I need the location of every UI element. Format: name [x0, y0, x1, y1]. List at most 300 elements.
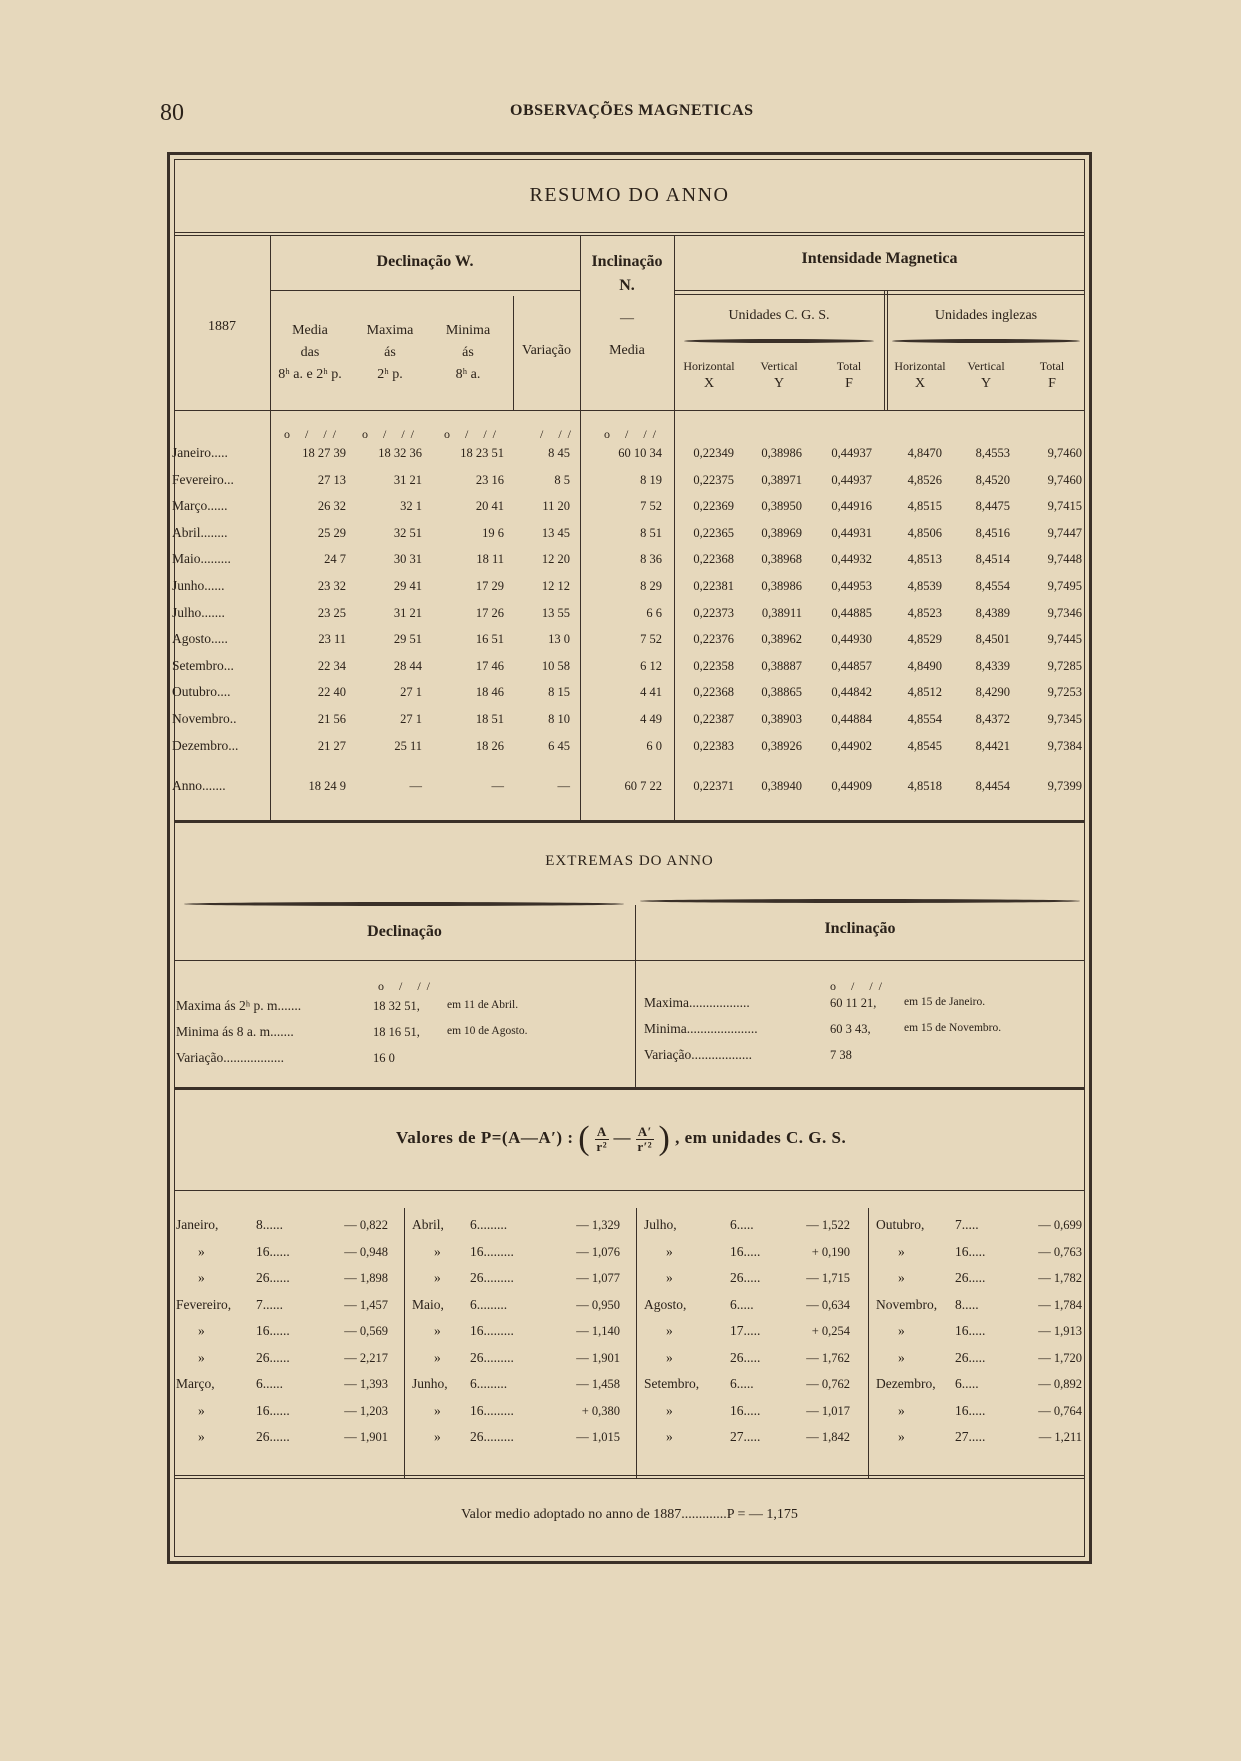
- valores-day: 17.....: [730, 1323, 761, 1338]
- cell-ing-y: 8,4554: [975, 579, 1010, 593]
- valores-date-label: »: [434, 1349, 441, 1365]
- cell-maxima: 31 21: [393, 472, 422, 487]
- valor-medio-footer: Valor medio adoptado no anno de 1887.............P = — 1,175: [461, 1507, 798, 1522]
- extrema-declinacao-label: Variação..................: [176, 1050, 284, 1065]
- valores-date-label: Abril,: [412, 1217, 444, 1232]
- anno-cell-incl: 60 7 22: [624, 779, 662, 793]
- unit-symbols: o / //: [362, 427, 421, 441]
- cell-minima: 18 26: [475, 738, 504, 753]
- cell-cgs-y: 0,38986: [761, 446, 802, 460]
- col-rule: [636, 1208, 637, 1478]
- valores-date-label: Dezembro,: [876, 1376, 936, 1391]
- unit-symbols: o / //: [378, 979, 437, 993]
- valores-date-label: »: [666, 1270, 673, 1285]
- cell-ing-f: 9,7346: [1047, 605, 1082, 620]
- cell-minima: 18 51: [475, 712, 504, 726]
- cell-maxima: 28 44: [393, 658, 422, 673]
- cell-cgs-x: 0,22383: [693, 738, 734, 753]
- valores-value: — 1,211: [1038, 1430, 1082, 1444]
- cell-ing-y: 8,4421: [975, 738, 1010, 753]
- cgs-total-header: Total: [836, 359, 862, 373]
- valores-day: 16.....: [955, 1323, 986, 1338]
- valores-value: — 1,901: [344, 1430, 388, 1444]
- cell-cgs-x: 0,22368: [693, 552, 734, 567]
- valores-value: — 1,782: [1038, 1271, 1082, 1285]
- anno-cell-cgs-f: 0,44909: [831, 779, 872, 793]
- cell-maxima: 25 11: [394, 738, 422, 753]
- cell-minima: 23 16: [475, 472, 504, 487]
- cell-variacao: 13 0: [548, 632, 570, 647]
- valores-date-label: Março,: [176, 1376, 215, 1391]
- rule: [174, 1478, 1085, 1479]
- anno-cell-minima: —: [491, 779, 504, 793]
- cell-media: 24 7: [324, 552, 346, 567]
- cell-cgs-f: 0,44902: [831, 738, 872, 753]
- cgs-header: Unidades C. G. S.: [728, 308, 830, 323]
- brace-rule: [184, 902, 624, 906]
- cell-variacao: 8 10: [548, 712, 570, 726]
- month-label: Novembro..: [172, 711, 237, 726]
- ing-total-header: Total: [1039, 359, 1065, 373]
- valores-day: 16......: [256, 1323, 290, 1338]
- cell-ing-f: 9,7384: [1047, 738, 1082, 753]
- cell-ing-y: 8,4339: [975, 658, 1010, 673]
- cell-cgs-y: 0,38887: [761, 658, 802, 673]
- formula-minus: —: [613, 1127, 631, 1147]
- cell-minima: 16 51: [475, 632, 504, 647]
- running-head: OBSERVAÇÕES MAGNETICAS: [510, 102, 754, 119]
- cell-ing-f: 9,7448: [1047, 552, 1082, 567]
- formula-frac1-num: A: [596, 1123, 607, 1139]
- cell-cgs-x: 0,22373: [693, 605, 734, 620]
- cell-minima: 18 23 51: [460, 446, 504, 460]
- valores-date-label: »: [434, 1270, 441, 1285]
- valores-date-label: »: [666, 1243, 673, 1259]
- cell-cgs-x: 0,22365: [693, 525, 734, 540]
- valores-date-label: »: [198, 1270, 205, 1285]
- col-rule: [404, 1208, 405, 1478]
- valores-day: 6......: [256, 1376, 283, 1391]
- cell-cgs-f: 0,44842: [831, 685, 872, 700]
- month-label: Abril........: [172, 524, 228, 540]
- cell-maxima: 27 1: [400, 685, 422, 700]
- minima-line1: Minima: [445, 323, 491, 338]
- valores-date-label: »: [198, 1243, 205, 1259]
- month-label: Agosto.....: [172, 631, 228, 647]
- extrema-inclinacao-label: Variação..................: [644, 1047, 752, 1062]
- cell-media: 27 13: [317, 472, 346, 487]
- cell-incl: 60 10 34: [618, 446, 662, 460]
- valores-date-label: »: [898, 1402, 905, 1418]
- valores-value: — 0,892: [1038, 1377, 1082, 1391]
- cell-ing-x: 4,8554: [907, 712, 942, 726]
- valores-date-label: »: [898, 1349, 905, 1365]
- cell-cgs-x: 0,22387: [693, 712, 734, 726]
- valores-day: 16.........: [470, 1243, 514, 1259]
- cell-ing-y: 8,4290: [975, 685, 1010, 700]
- cell-cgs-y: 0,38903: [761, 712, 802, 726]
- valores-date-label: Janeiro,: [176, 1217, 219, 1232]
- cell-variacao: 6 45: [548, 738, 570, 753]
- extrema-inclinacao-label: Minima.....................: [644, 1021, 758, 1036]
- anno-cell-media: 18 24 9: [308, 779, 346, 793]
- extrema-inclinacao-value: 60 11 21,: [830, 996, 877, 1010]
- valores-value: — 1,901: [576, 1350, 620, 1365]
- rule: [270, 290, 580, 291]
- cell-ing-f: 9,7447: [1047, 525, 1082, 540]
- anno-cell-ing-f: 9,7399: [1047, 779, 1082, 793]
- minima-line2: ás: [462, 345, 474, 360]
- cell-cgs-y: 0,38962: [761, 632, 802, 647]
- cell-cgs-x: 0,22358: [693, 658, 734, 673]
- cell-minima: 18 46: [475, 685, 504, 700]
- cell-cgs-f: 0,44930: [831, 632, 872, 647]
- valores-day: 26.....: [730, 1270, 761, 1285]
- cell-cgs-x: 0,22349: [693, 446, 734, 460]
- rule: [174, 235, 1085, 236]
- cgs-horizontal-header: Horizontal: [683, 359, 735, 373]
- valores-value: — 0,948: [344, 1244, 388, 1259]
- cell-minima: 17 26: [475, 605, 504, 620]
- cell-ing-x: 4,8526: [907, 472, 942, 487]
- formula-suffix: , em unidades C. G. S.: [675, 1127, 847, 1147]
- unit-symbols: o / //: [604, 427, 663, 441]
- valores-date-label: »: [434, 1243, 441, 1259]
- month-label: Março......: [172, 498, 228, 514]
- year-header: 1887: [208, 319, 236, 334]
- rule: [174, 1190, 1085, 1191]
- valores-day: 16......: [256, 1243, 290, 1259]
- month-label: Outubro....: [172, 684, 231, 700]
- cell-media: 23 25: [317, 605, 346, 620]
- valores-value: — 0,569: [344, 1324, 388, 1338]
- cell-variacao: 13 45: [541, 525, 570, 540]
- month-label: Junho......: [172, 578, 225, 593]
- extrema-declinacao-label: Minima ás 8 a. m.......: [176, 1024, 294, 1039]
- valores-value: — 1,393: [344, 1377, 388, 1391]
- cell-cgs-x: 0,22375: [693, 472, 734, 487]
- cell-cgs-x: 0,22369: [693, 499, 734, 514]
- valores-day: 7.....: [955, 1217, 979, 1232]
- month-label: Maio.........: [172, 551, 231, 567]
- valores-value: — 1,715: [806, 1271, 850, 1285]
- valores-date-label: »: [666, 1402, 673, 1418]
- valores-date-label: »: [898, 1429, 905, 1444]
- ing-x-header: X: [914, 376, 926, 391]
- valores-value: — 0,764: [1038, 1403, 1082, 1418]
- cell-cgs-x: 0,22376: [693, 632, 734, 647]
- valores-date-label: »: [898, 1323, 905, 1338]
- cell-cgs-x: 0,22368: [693, 685, 734, 700]
- unit-symbols: o / //: [284, 427, 343, 441]
- minima-line3: 8ʰ a.: [455, 367, 481, 382]
- valores-date-label: »: [898, 1243, 905, 1259]
- cgs-vertical-header: Vertical: [760, 359, 798, 373]
- valores-day: 27.....: [730, 1429, 761, 1444]
- cell-ing-f: 9,7445: [1047, 632, 1082, 647]
- valores-day: 26......: [256, 1429, 290, 1444]
- cell-cgs-y: 0,38968: [761, 552, 802, 567]
- valores-value: — 0,950: [576, 1297, 620, 1312]
- cell-ing-x: 4,8470: [907, 446, 942, 460]
- ing-horizontal-header: Horizontal: [894, 359, 946, 373]
- cell-minima: 18 11: [476, 552, 504, 567]
- cell-cgs-y: 0,38926: [761, 738, 802, 753]
- cell-ing-x: 4,8539: [907, 579, 942, 593]
- valores-date-label: »: [434, 1429, 441, 1444]
- cell-minima: 17 46: [475, 658, 504, 673]
- valores-day: 16.........: [470, 1402, 514, 1418]
- cell-ing-y: 8,4514: [975, 552, 1010, 567]
- cell-minima: 17 29: [475, 579, 504, 593]
- cell-incl: 8 29: [640, 579, 662, 593]
- anno-cell-maxima: —: [409, 779, 422, 793]
- valores-date-label: Novembro,: [876, 1296, 938, 1312]
- valores-value: + 0,380: [581, 1403, 620, 1418]
- valores-value: + 0,254: [811, 1324, 850, 1338]
- cell-ing-f: 9,7253: [1047, 685, 1082, 700]
- cell-ing-y: 8,4475: [975, 499, 1010, 514]
- valores-day: 8......: [256, 1217, 283, 1232]
- extrema-inclinacao-note: em 15 de Novembro.: [904, 1022, 1002, 1034]
- cell-maxima: 30 31: [393, 552, 422, 567]
- cell-incl: 6 12: [640, 658, 662, 673]
- extrema-inclinacao-note: em 15 de Janeiro.: [904, 996, 986, 1008]
- cell-media: 22 40: [317, 685, 346, 700]
- valores-date-label: »: [666, 1323, 673, 1338]
- valores-day: 26.........: [470, 1349, 514, 1365]
- cell-media: 21 27: [317, 738, 346, 753]
- valores-day: 6.........: [470, 1217, 508, 1232]
- cell-variacao: 8 15: [548, 685, 570, 700]
- page-number: 80: [160, 100, 184, 126]
- valores-value: — 1,140: [576, 1324, 620, 1338]
- valores-formula: [396, 1120, 846, 1158]
- valores-day: 16.....: [955, 1243, 986, 1259]
- valores-value: — 1,842: [806, 1430, 850, 1444]
- cell-ing-y: 8,4372: [975, 712, 1010, 726]
- valores-day: 16.........: [470, 1323, 514, 1338]
- media-das-line1: Media: [292, 323, 328, 338]
- ing-vertical-header: Vertical: [967, 359, 1005, 373]
- cell-ing-f: 9,7460: [1047, 446, 1082, 460]
- cell-cgs-y: 0,38986: [761, 579, 802, 593]
- valores-day: 6.....: [730, 1217, 754, 1232]
- brace-rule: [892, 339, 1080, 343]
- cell-ing-x: 4,8513: [907, 552, 942, 567]
- inclinacao-header: Inclinação: [591, 253, 663, 270]
- valores-date-label: »: [666, 1349, 673, 1365]
- cell-cgs-f: 0,44884: [831, 712, 872, 726]
- valores-day: 6.........: [470, 1376, 508, 1391]
- ing-f-header: F: [1048, 376, 1056, 391]
- month-label-anno: Anno.......: [172, 778, 226, 793]
- cell-incl: 4 41: [640, 685, 662, 700]
- valores-value: — 1,522: [806, 1218, 850, 1232]
- cell-maxima: 32 1: [400, 499, 422, 514]
- formula-frac2-num: A′: [637, 1123, 652, 1139]
- valores-date-label: »: [666, 1429, 673, 1444]
- cell-media: 18 27 39: [302, 446, 346, 460]
- anno-cell-ing-y: 8,4454: [975, 779, 1010, 793]
- cell-media: 21 56: [317, 712, 346, 726]
- valores-value: — 1,017: [806, 1403, 850, 1418]
- valores-value: — 1,329: [576, 1218, 620, 1232]
- cell-maxima: 27 1: [400, 712, 422, 726]
- valores-day: 26.........: [470, 1429, 514, 1444]
- valores-date-label: Agosto,: [644, 1296, 687, 1312]
- extremas-title: EXTREMAS DO ANNO: [545, 853, 714, 869]
- formula-fraction-1: [595, 1125, 609, 1154]
- valores-day: 26.........: [470, 1270, 514, 1285]
- valores-date-label: »: [434, 1323, 441, 1338]
- cell-ing-y: 8,4389: [975, 605, 1010, 620]
- valores-date-label: Setembro,: [644, 1376, 700, 1391]
- cell-ing-x: 4,8545: [907, 738, 942, 753]
- valores-date-label: »: [198, 1429, 205, 1444]
- month-label: Janeiro.....: [172, 445, 228, 460]
- cell-variacao: 12 12: [541, 579, 570, 593]
- valores-value: — 0,762: [806, 1377, 850, 1391]
- cell-media: 23 11: [318, 632, 346, 647]
- valores-value: — 1,913: [1038, 1324, 1082, 1338]
- valores-day: 26.....: [730, 1349, 761, 1365]
- anno-cell-cgs-x: 0,22371: [693, 779, 734, 793]
- cell-cgs-f: 0,44937: [831, 472, 872, 487]
- cell-maxima: 18 32 36: [378, 446, 422, 460]
- formula-paren-open: (: [578, 1120, 591, 1157]
- resumo-title: RESUMO DO ANNO: [529, 184, 730, 206]
- brace-rule: [684, 339, 874, 343]
- rule: [174, 1087, 1085, 1090]
- col-rule: [868, 1208, 869, 1478]
- valores-date-label: Maio,: [412, 1296, 444, 1312]
- cell-maxima: 29 41: [393, 579, 422, 593]
- valores-value: — 1,015: [576, 1430, 620, 1444]
- cell-cgs-f: 0,44916: [831, 499, 872, 514]
- valores-value: — 0,763: [1038, 1244, 1082, 1259]
- cell-cgs-f: 0,44932: [831, 552, 872, 567]
- cell-incl: 6 0: [646, 738, 662, 753]
- valores-value: — 2,217: [344, 1350, 388, 1365]
- cell-ing-y: 8,4501: [975, 632, 1010, 647]
- valores-value: — 1,458: [576, 1377, 620, 1391]
- formula-frac2-den: r′²: [637, 1138, 653, 1154]
- valores-day: 26......: [256, 1270, 290, 1285]
- cell-ing-x: 4,8512: [907, 685, 942, 700]
- valores-day: 16.....: [955, 1402, 986, 1418]
- cell-incl: 4 49: [640, 712, 662, 726]
- cell-ing-x: 4,8523: [907, 605, 942, 620]
- extremas-declinacao-title: Declinação: [367, 923, 442, 940]
- cell-variacao: 13 55: [541, 605, 570, 620]
- valores-value: — 1,784: [1038, 1297, 1082, 1312]
- cell-ing-f: 9,7285: [1047, 658, 1082, 673]
- anno-cell-variacao: —: [557, 779, 570, 793]
- cell-media: 23 32: [317, 579, 346, 593]
- valores-day: 7......: [256, 1296, 283, 1312]
- cell-incl: 8 36: [640, 552, 662, 567]
- cell-variacao: 11 20: [542, 499, 570, 514]
- valores-value: — 1,077: [576, 1271, 620, 1285]
- cell-ing-f: 9,7460: [1047, 472, 1082, 487]
- cell-ing-y: 8,4516: [975, 525, 1010, 540]
- media-das-line2: das: [300, 345, 320, 360]
- cell-cgs-f: 0,44937: [831, 446, 872, 460]
- valores-date-label: Fevereiro,: [176, 1296, 232, 1312]
- maxima-line3: 2ʰ p.: [377, 367, 403, 382]
- extrema-declinacao-note: em 11 de Abril.: [447, 999, 519, 1011]
- cell-ing-f: 9,7495: [1047, 579, 1082, 593]
- rule: [174, 410, 1085, 411]
- cell-cgs-f: 0,44953: [831, 579, 872, 593]
- formula-paren-close: ): [658, 1120, 671, 1157]
- incl-media-header: Media: [609, 343, 645, 358]
- cell-maxima: 32 51: [393, 525, 422, 540]
- rule: [674, 290, 1085, 291]
- valores-date-label: »: [898, 1270, 905, 1285]
- cell-variacao: 10 58: [541, 658, 570, 673]
- ing-y-header: Y: [980, 376, 992, 391]
- intensidade-header: Intensidade Magnetica: [801, 250, 958, 267]
- rule: [174, 820, 1085, 823]
- cell-ing-y: 8,4520: [975, 472, 1010, 487]
- valores-date-label: Junho,: [412, 1376, 448, 1391]
- formula-frac1-den: r²: [596, 1138, 608, 1154]
- extrema-declinacao-value: 16 0: [373, 1051, 395, 1065]
- unit-symbols: / //: [540, 427, 578, 441]
- cell-variacao: 12 20: [541, 552, 570, 567]
- inclinacao-dash: —: [620, 311, 634, 326]
- valores-date-label: »: [198, 1349, 205, 1365]
- rule: [174, 1475, 1085, 1476]
- cell-minima: 19 6: [482, 525, 504, 540]
- valores-date-label: Outubro,: [876, 1217, 925, 1232]
- valores-value: — 1,203: [344, 1403, 388, 1418]
- anno-cell-ing-x: 4,8518: [907, 779, 942, 793]
- cell-media: 26 32: [317, 499, 346, 514]
- cell-cgs-x: 0,22381: [693, 579, 734, 593]
- month-label: Julho.......: [172, 604, 225, 620]
- media-das-line3: 8ʰ a. e 2ʰ p.: [278, 367, 342, 382]
- cell-ing-x: 4,8515: [907, 499, 942, 514]
- cell-cgs-y: 0,38865: [761, 685, 802, 700]
- valores-day: 26......: [256, 1349, 290, 1365]
- cell-ing-x: 4,8529: [907, 632, 942, 647]
- cell-variacao: 8 45: [548, 446, 570, 460]
- extrema-inclinacao-value: 7 38: [830, 1048, 852, 1062]
- rule: [174, 232, 1085, 233]
- cell-incl: 7 52: [640, 499, 662, 514]
- valores-day: 16......: [256, 1402, 290, 1418]
- extrema-declinacao-value: 18 16 51,: [373, 1025, 420, 1039]
- valores-day: 6.........: [470, 1296, 508, 1312]
- extremas-inclinacao-title: Inclinação: [824, 920, 896, 937]
- valores-day: 26.....: [955, 1349, 986, 1365]
- extrema-declinacao-value: 18 32 51,: [373, 999, 420, 1013]
- cell-ing-f: 9,7415: [1047, 499, 1082, 514]
- cell-cgs-y: 0,38971: [761, 472, 802, 487]
- month-label: Setembro...: [172, 657, 234, 673]
- brace-rule: [640, 899, 1080, 903]
- month-label: Fevereiro...: [172, 471, 234, 487]
- valores-day: 27.....: [955, 1429, 986, 1444]
- extrema-declinacao-label: Maxima ás 2ʰ p. m.......: [176, 998, 302, 1013]
- valores-value: + 0,190: [811, 1244, 850, 1259]
- cell-cgs-y: 0,38950: [761, 499, 802, 514]
- valores-value: — 0,634: [806, 1297, 850, 1312]
- maxima-line1: Maxima: [366, 323, 414, 338]
